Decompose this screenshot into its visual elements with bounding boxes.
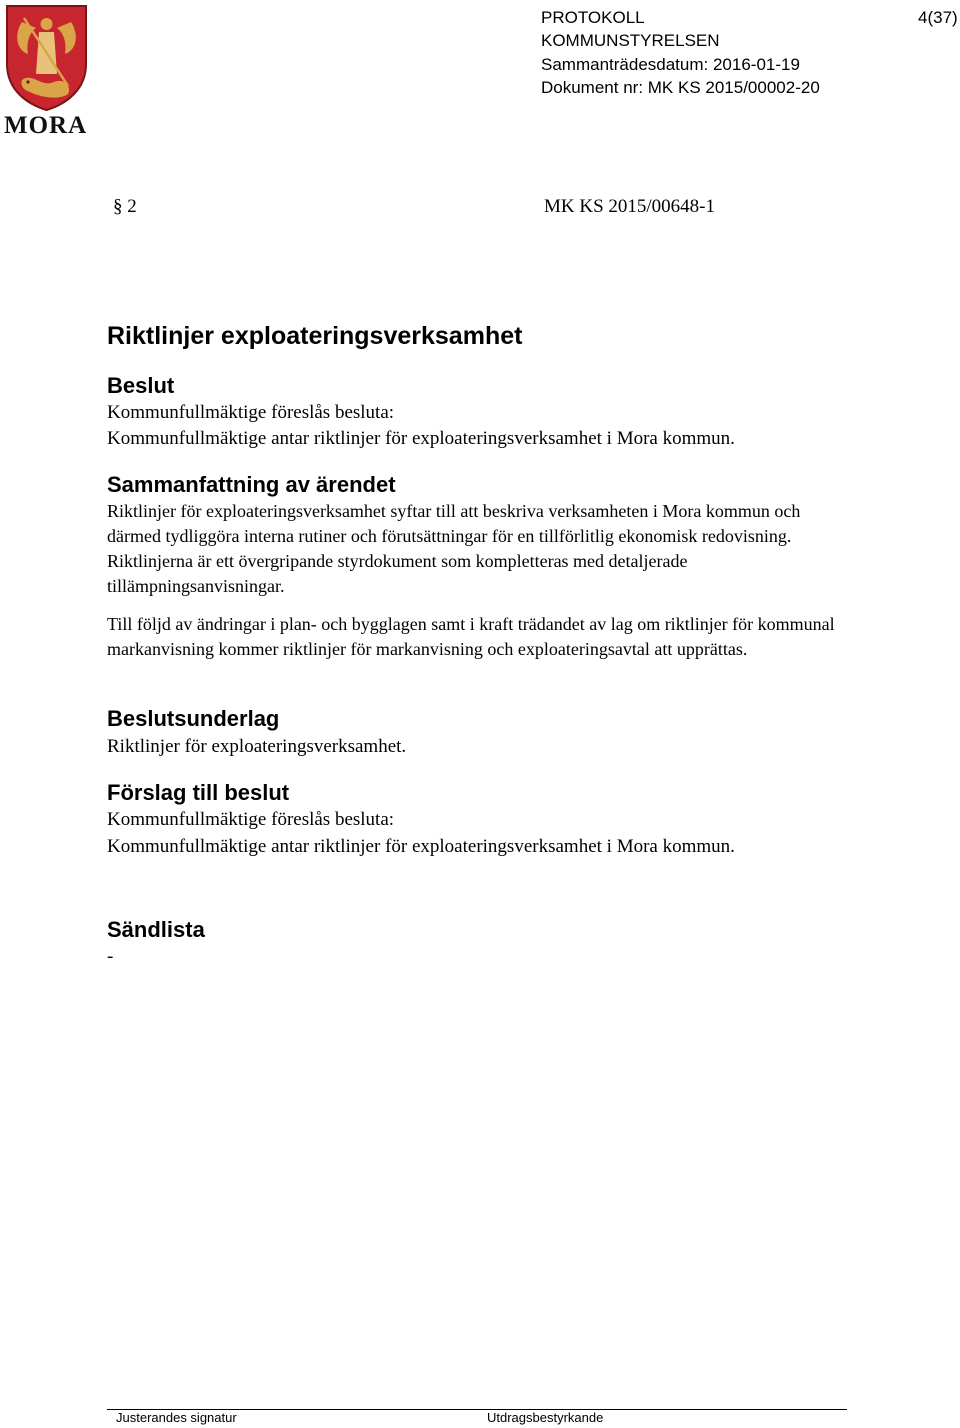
paragraph-number: § 2 (113, 196, 137, 217)
document-type: PROTOKOLL (541, 8, 645, 27)
section-heading-beslutsunderlag: Beslutsunderlag (107, 706, 280, 731)
sammanfattning-paragraph: Till följd av ändringar i plan- och bygglagen samt i kraft trädandet av lag om riktlinjer för kommunal markanvisning kommer riktlinjer för markanvisning och exploateringsavtal att upprättas. (107, 614, 835, 659)
forslag-line: Kommunfullmäktige antar riktlinjer för exploateringsverksamhet i Mora kommun. (107, 836, 735, 857)
sandlista-text: - (107, 946, 114, 967)
forslag-line: Kommunfullmäktige föreslås besluta: (107, 809, 395, 830)
crest-shield-icon (2, 2, 92, 112)
footer-signature-label: Justerandes signatur (116, 1410, 237, 1425)
beslut-line: Kommunfullmäktige antar riktlinjer för exploateringsverksamhet i Mora kommun. (107, 428, 735, 449)
sammanfattning-paragraph: Riktlinjer för exploateringsverksamhet syftar till att beskriva verksamheten i Mora kommun och därmed tydliggöra interna rutiner och förutsättningar för en tillförlitlig ekonomisk redovisning. Riktlinjerna är ett övergripande styrdokument som kompletteras med detaljerade tillämpningsanvisningar. (107, 501, 801, 596)
section-heading-beslut: Beslut (107, 373, 175, 398)
document-number: Dokument nr: MK KS 2015/00002-20 (541, 78, 820, 97)
section-heading-sammanfattning: Sammanfattning av ärendet (107, 472, 396, 497)
beslut-line: Kommunfullmäktige föreslås besluta: (107, 402, 395, 423)
beslutsunderlag-text: Riktlinjer för exploateringsverksamhet. (107, 736, 407, 757)
case-reference: MK KS 2015/00648-1 (544, 196, 716, 217)
committee-name: KOMMUNSTYRELSEN (541, 31, 720, 50)
footer-certification-label: Utdragsbestyrkande (487, 1410, 604, 1425)
logo-wordmark: MORA (4, 112, 88, 139)
page-number: 4(37) (918, 8, 958, 27)
page-title: Riktlinjer exploateringsverksamhet (107, 322, 523, 350)
section-heading-sandlista: Sändlista (107, 917, 205, 942)
meeting-date: Sammanträdesdatum: 2016-01-19 (541, 55, 800, 74)
section-heading-forslag: Förslag till beslut (107, 780, 290, 805)
